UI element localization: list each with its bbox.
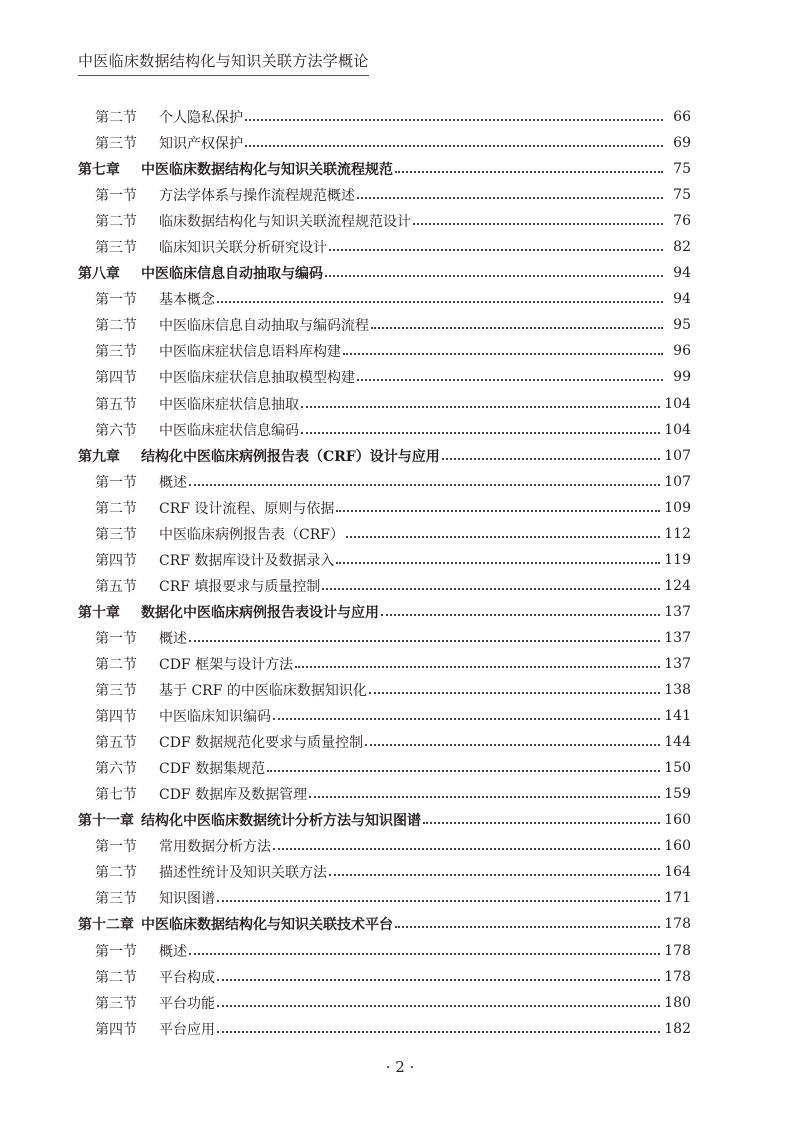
toc-section-entry[interactable] [78, 286, 691, 312]
dot-leader [301, 423, 660, 437]
toc-section-entry[interactable] [78, 625, 691, 651]
entry-title: 结构化中医临床病例报告表（CRF）设计与应用 [141, 448, 440, 465]
toc-section-entry[interactable] [78, 729, 691, 755]
toc-section-entry[interactable] [78, 182, 691, 208]
entry-title: 临床知识关联分析研究设计 [159, 240, 327, 257]
entry-title: 中医临床症状信息编码 [159, 422, 299, 439]
entry-title: 中医临床信息自动抽取与编码 [141, 266, 323, 283]
entry-page: 104 [664, 395, 691, 412]
entry-title: 概述 [159, 474, 187, 491]
entry-page: 182 [664, 1020, 691, 1037]
entry-title: 基于 CRF 的中医临床数据知识化 [159, 683, 367, 700]
dot-leader [322, 579, 660, 593]
dot-leader [217, 970, 660, 984]
toc-chapter-entry[interactable] [78, 443, 691, 469]
toc-section-entry[interactable] [78, 833, 691, 859]
toc-section-entry[interactable] [78, 391, 691, 417]
toc-chapter-entry[interactable] [78, 599, 691, 625]
entry-page: 160 [664, 838, 691, 855]
entry-title: 基本概念 [159, 292, 215, 309]
dot-leader [365, 735, 660, 749]
dot-leader [217, 891, 660, 905]
dot-leader [245, 136, 663, 150]
entry-title: 中医临床信息自动抽取与编码流程 [159, 318, 369, 335]
entry-number: 第八章 [78, 266, 120, 283]
entry-number: 第四节 [95, 552, 137, 569]
toc-section-entry[interactable] [78, 130, 691, 156]
entry-title: CDF 框架与设计方法 [159, 657, 294, 673]
toc-section-entry[interactable] [78, 104, 691, 130]
dot-leader [357, 188, 663, 202]
entry-page: 137 [664, 656, 691, 672]
entry-page: 109 [664, 499, 691, 516]
entry-page: 144 [664, 734, 691, 751]
entry-title: 描述性统计及知识关联方法 [159, 865, 327, 882]
entry-number: 第九章 [78, 448, 120, 465]
entry-page: 69 [673, 135, 691, 152]
toc-chapter-entry[interactable] [78, 260, 691, 286]
toc-section-entry[interactable] [78, 208, 691, 234]
entry-title: 概述 [159, 630, 187, 647]
entry-title: 中医临床病例报告表（CRF） [159, 526, 344, 543]
dot-leader [309, 787, 660, 801]
dot-leader [371, 318, 663, 332]
dot-leader [301, 397, 660, 411]
toc-section-entry[interactable] [78, 703, 691, 729]
toc-section-entry[interactable] [78, 990, 691, 1016]
entry-title: 方法学体系与操作流程规范概述 [159, 188, 355, 205]
entry-page: 66 [673, 109, 691, 126]
entry-page: 94 [673, 291, 691, 308]
entry-page: 107 [664, 447, 691, 464]
entry-page: 94 [673, 265, 691, 282]
entry-title: 知识产权保护 [159, 136, 243, 153]
entry-number: 第三节 [95, 526, 137, 543]
dot-leader [217, 292, 663, 306]
entry-title: 中医临床数据结构化与知识关联流程规范 [141, 162, 393, 179]
entry-number: 第七章 [78, 162, 120, 179]
dot-leader [381, 605, 660, 619]
entry-title: CDF 数据集规范 [159, 761, 266, 778]
entry-page: 164 [664, 864, 691, 881]
entry-page: 75 [673, 161, 691, 178]
dot-leader [295, 657, 660, 671]
toc-section-entry[interactable] [78, 495, 691, 521]
entry-page: 137 [664, 629, 691, 646]
entry-page: 180 [664, 994, 691, 1011]
dot-leader [369, 683, 660, 697]
entry-page: 75 [673, 187, 691, 204]
entry-number: 第三节 [95, 683, 137, 700]
entry-page: 107 [664, 473, 691, 490]
entry-page: 119 [664, 551, 691, 568]
dot-leader [336, 553, 660, 567]
entry-page: 96 [673, 343, 691, 360]
entry-page: 150 [664, 760, 691, 777]
toc-section-entry[interactable] [78, 859, 691, 885]
entry-title: CRF 设计流程、原则与依据 [159, 500, 335, 517]
entry-title: 结构化中医临床数据统计分析方法与知识图谱 [141, 813, 421, 830]
dot-leader [442, 449, 661, 463]
toc-section-entry[interactable] [78, 547, 691, 573]
entry-page: 178 [664, 968, 691, 985]
entry-number: 第一节 [95, 943, 137, 960]
entry-page: 160 [664, 812, 691, 829]
entry-page: 178 [664, 916, 691, 933]
entry-number: 第六节 [95, 761, 137, 778]
dot-leader [346, 527, 660, 541]
entry-number: 第五节 [95, 396, 137, 413]
entry-number: 第一节 [95, 630, 137, 647]
entry-title: CRF 填报要求与质量控制 [159, 578, 321, 595]
entry-number: 第一节 [95, 188, 137, 205]
toc-section-entry[interactable] [78, 755, 691, 781]
toc-section-entry[interactable] [78, 651, 691, 677]
entry-number: 第十一章 [78, 813, 134, 830]
dot-leader [245, 110, 663, 124]
entry-page: 171 [664, 890, 691, 907]
entry-title: 概述 [159, 943, 187, 960]
entry-number: 第二节 [95, 318, 137, 335]
dot-leader [217, 996, 660, 1010]
dot-leader [273, 839, 660, 853]
dot-leader [336, 501, 660, 515]
entry-number: 第三节 [95, 344, 137, 361]
entry-number: 第二节 [95, 969, 137, 986]
toc-section-entry[interactable] [78, 312, 691, 338]
toc-section-entry[interactable] [78, 885, 691, 911]
dot-leader [395, 162, 663, 176]
entry-number: 第十二章 [78, 917, 134, 934]
dot-leader [189, 475, 660, 489]
toc-section-entry[interactable] [78, 469, 691, 495]
entry-page: 82 [673, 239, 691, 256]
toc-chapter-entry[interactable] [78, 911, 691, 937]
entry-title: 数据化中医临床病例报告表设计与应用 [141, 604, 379, 621]
entry-number: 第三节 [95, 240, 137, 257]
entry-number: 第四节 [95, 1021, 137, 1038]
entry-page: 141 [664, 708, 691, 725]
toc-section-entry[interactable] [78, 964, 691, 990]
entry-number: 第四节 [95, 709, 137, 726]
dot-leader [413, 214, 663, 228]
entry-title: 平台功能 [159, 995, 215, 1012]
entry-title: 常用数据分析方法 [159, 839, 271, 856]
toc-section-entry[interactable] [78, 364, 691, 390]
entry-number: 第三节 [95, 995, 137, 1012]
toc-section-entry[interactable] [78, 521, 691, 547]
dot-leader [325, 266, 663, 280]
entry-page: 104 [664, 421, 691, 438]
entry-number: 第一节 [95, 292, 137, 309]
entry-number: 第三节 [95, 891, 137, 908]
toc-chapter-entry[interactable] [78, 807, 691, 833]
dot-leader [423, 813, 660, 827]
entry-title: 中医临床症状信息语料库构建 [159, 344, 341, 361]
toc-chapter-entry[interactable] [78, 156, 691, 182]
entry-number: 第五节 [95, 578, 137, 595]
dot-leader [217, 1022, 660, 1036]
entry-page: 76 [673, 213, 691, 230]
entry-number: 第二节 [95, 110, 137, 127]
entry-title: 中医临床数据结构化与知识关联技术平台 [141, 917, 393, 934]
entry-number: 第七节 [95, 787, 137, 804]
entry-number: 第五节 [95, 735, 137, 752]
dot-leader [329, 240, 663, 254]
page-number: · 2 · [385, 1058, 415, 1076]
entry-page: 137 [664, 603, 691, 620]
entry-page: 95 [673, 317, 691, 334]
dot-leader [189, 944, 660, 958]
dot-leader [189, 631, 660, 645]
entry-title: 临床数据结构化与知识关联流程规范设计 [159, 214, 411, 231]
toc-section-entry[interactable] [78, 1016, 691, 1042]
entry-number: 第三节 [95, 136, 137, 153]
entry-number: 第一节 [95, 474, 137, 491]
entry-number: 第二节 [95, 500, 137, 517]
toc-section-entry[interactable] [78, 417, 691, 443]
entry-number: 第六节 [95, 422, 137, 439]
dot-leader [357, 370, 663, 384]
entry-page: 124 [664, 577, 691, 594]
dot-leader [329, 865, 660, 879]
toc-section-entry[interactable] [78, 677, 691, 703]
entry-number: 第一节 [95, 839, 137, 856]
entry-number: 第四节 [95, 370, 137, 387]
entry-page: 178 [664, 942, 691, 959]
entry-page: 99 [673, 369, 691, 386]
entry-number: 第十章 [78, 604, 120, 621]
entry-page: 112 [664, 525, 691, 542]
dot-leader [267, 761, 660, 775]
entry-title: CRF 数据库设计及数据录入 [159, 552, 335, 569]
entry-number: 第二节 [95, 214, 137, 231]
entry-title: 平台构成 [159, 969, 215, 986]
dot-leader [395, 917, 660, 931]
toc-section-entry[interactable] [78, 573, 691, 599]
toc-section-entry[interactable] [78, 338, 691, 364]
entry-page: 159 [664, 786, 691, 803]
entry-number: 第二节 [95, 657, 137, 673]
entry-number: 第二节 [95, 865, 137, 882]
toc-section-entry[interactable] [78, 234, 691, 260]
entry-title: 中医临床症状信息抽取 [159, 396, 299, 413]
entry-page: 138 [664, 682, 691, 699]
toc-section-entry[interactable] [78, 938, 691, 964]
entry-title: 个人隐私保护 [159, 110, 243, 127]
dot-leader [273, 709, 660, 723]
entry-title: 中医临床症状信息抽取模型构建 [159, 370, 355, 387]
toc-section-entry[interactable] [78, 781, 691, 807]
entry-title: CDF 数据库及数据管理 [159, 787, 308, 804]
entry-title: 中医临床知识编码 [159, 709, 271, 726]
entry-title: 平台应用 [159, 1021, 215, 1038]
entry-title: CDF 数据规范化要求与质量控制 [159, 735, 364, 752]
dot-leader [343, 344, 663, 358]
entry-title: 知识图谱 [159, 891, 215, 908]
table-of-contents [78, 104, 691, 1042]
running-header: 中医临床数据结构化与知识关联方法学概论 [78, 50, 369, 76]
